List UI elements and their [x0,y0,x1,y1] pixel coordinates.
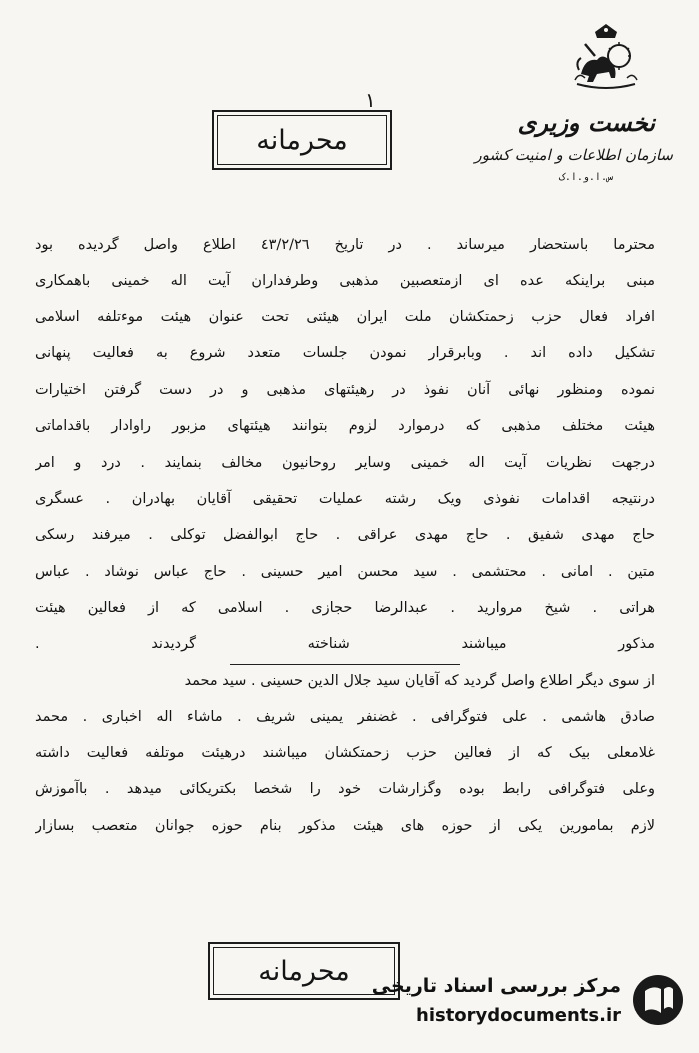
body-line: وعلی فتوگرافی رابط بوده وگزارشات خود را شخصا بکتریکائی میدهد . باآموزش [35,781,655,797]
body-line: مبنی براینکه عده ای ازمتعصبین مذهبی وطرفداران آیت اله خمینی باهمکاری [35,273,655,289]
lion-and-sun-emblem-icon [571,22,641,94]
body-line: از سوی دیگر اطلاع واصل گردید که آقایان سید جلال الدین حسینی . سید محمد [184,673,655,689]
body-line: نموده ومنظور نهائی آنان نفوذ در رهیئتهای مذهبی و در دست گرفتن اختیارات [35,382,655,398]
body-line: متین . امانی . محتشمی . سید محسن امیر حسینی . حاج عباس نوشاد . عباس [35,564,655,580]
body-line: غلامعلی بیک که از فعالین حزب زحمتکشان میباشند درهیئت موتلفه فعالیت داشته [35,745,655,761]
body-line: صادق هاشمی . علی فتوگرافی . غضنفر یمینی شریف . ماشاء اله اخباری . محمد [35,709,655,725]
body-line: هراتی . شیخ مروارید . عبدالرضا حجازی . اسلامی که از فعالین هیئت [35,600,655,616]
body-line: افراد فعال حزب زحمتکشان ملت ایران هیئتی تحت عنوان هیئت موءتلفه اسلامی [35,309,655,325]
body-line: تشکیل داده اند . وبابرقرار نمودن جلسات متعدد شروع به فعالیت پنهانی [35,345,655,361]
body-line: هیئت مختلف مذهبی که درموارد لزوم بتوانند هیئتهای مزبور راوادار باقداماتی [35,418,655,434]
archive-watermark [371,967,685,1037]
body-line: درنتیجه اقدامات نفوذی ویک رشته عملیات تحقیقی آقایان بهادران . عسگری [35,491,655,507]
body-line: حاج مهدی شفیق . حاج مهدی عراقی . حاج ابوالفضل توکلی . میرفند رسکی [35,527,655,543]
handwritten-underline [230,664,460,666]
body-line: مذکور میباشند شناخته گردیدند . [35,636,655,652]
page-number: ١ [365,88,376,112]
archive-name: مرکز بررسی اسناد تاریخی [371,975,621,997]
body-line: محترما باستحضار میرساند . در تاریخ ٤٣/٢/٢٦ اطلاع واصل گردیده بود [35,237,655,253]
letterhead-abbreviation: س.ا.و.ا.ک [558,172,613,183]
archive-url: historydocuments.ir [416,1005,621,1026]
classification-label: محرمانه [256,124,348,156]
body-line: لازم بمامورین یکی از حوزه های هیئت مذکور بنام حوزه جوانان متعصب بسازار [35,818,655,834]
classification-stamp-top [212,110,392,170]
body-line: درجهت نظریات آیت اله خمینی وسایر روحانیون مخالف بنمایند . درد و امر [35,455,655,471]
classification-label: محرمانه [258,955,350,987]
letterhead-organization: سازمان اطلاعات و امنیت کشور [474,146,673,164]
letterhead-prime-ministry: نخست وزیری [517,108,655,137]
archive-logo-icon [631,973,685,1027]
